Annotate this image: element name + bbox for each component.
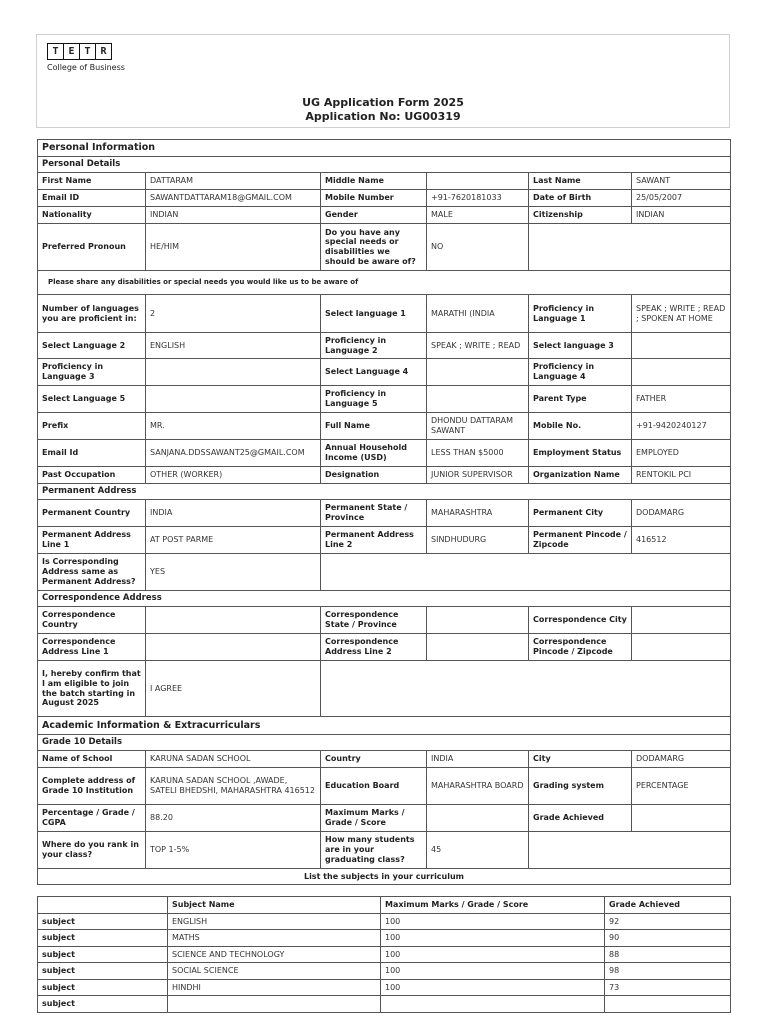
label-prof1: Proficiency in Language 1: [529, 295, 632, 333]
label-dob: Date of Birth: [529, 190, 632, 207]
label-citizenship: Citizenship: [529, 207, 632, 224]
label-same-address: Is Corresponding Address same as Permanent Address?: [38, 554, 146, 591]
logo-letter: E: [64, 43, 80, 60]
label-last-name: Last Name: [529, 173, 632, 190]
label-city: City: [529, 751, 632, 768]
label-prof4: Proficiency in Language 4: [529, 359, 632, 386]
label-num-languages: Number of languages you are proficient in:: [38, 295, 146, 333]
value-prof1: SPEAK ; WRITE ; READ ; SPOKEN AT HOME: [632, 295, 731, 333]
empty-cell: [529, 832, 731, 869]
table-row: [38, 947, 731, 963]
value-gender: MALE: [427, 207, 529, 224]
logo-letter: R: [96, 43, 112, 60]
label-middle-name: Middle Name: [321, 173, 427, 190]
label-grading: Grading system: [529, 768, 632, 805]
label-income: Annual Household Income (USD): [321, 440, 427, 467]
personal-info-table: [37, 139, 731, 885]
section-academic: Academic Information & Extracurriculars: [38, 717, 731, 735]
value-citizenship: INDIAN: [632, 207, 731, 224]
value-lang2: ENGLISH: [146, 333, 321, 359]
subsection-grade10: Grade 10 Details: [38, 735, 731, 751]
subject-grade: 92: [605, 914, 731, 930]
value-perm-city: DODAMARG: [632, 500, 731, 527]
value-perm-state: MAHARASHTRA: [427, 500, 529, 527]
label-lang2: Select Language 2: [38, 333, 146, 359]
value-prefix: MR.: [146, 413, 321, 440]
value-school: KARUNA SADAN SCHOOL: [146, 751, 321, 768]
label-corr-line2: Correspondence Address Line 2: [321, 634, 427, 661]
value-email-id: SANJANA.DDSSAWANT25@GMAIL.COM: [146, 440, 321, 467]
logo-letter: T: [80, 43, 96, 60]
label-prefix: Prefix: [38, 413, 146, 440]
label-perm-country: Permanent Country: [38, 500, 146, 527]
value-special-needs: NO: [427, 224, 529, 271]
subject-name: MATHS: [168, 930, 381, 947]
value-email: SAWANTDATTARAM18@GMAIL.COM: [146, 190, 321, 207]
label-perm-city: Permanent City: [529, 500, 632, 527]
subject-grade: 90: [605, 930, 731, 947]
label-special-needs: Do you have any special needs or disabilities we should be aware of?: [321, 224, 427, 271]
table-row: [38, 930, 731, 947]
application-number: Application No: UG00319: [305, 110, 461, 123]
label-perm-line1: Permanent Address Line 1: [38, 527, 146, 554]
label-lang5: Select Language 5: [38, 386, 146, 413]
subject-max-marks: 100: [381, 930, 605, 947]
label-mobile-no: Mobile No.: [529, 413, 632, 440]
value-dob: 25/05/2007: [632, 190, 731, 207]
section-personal: Personal Information: [38, 140, 731, 157]
value-corr-state: [427, 607, 529, 634]
value-confirm-eligibility: I AGREE: [146, 661, 321, 717]
subject-max-marks: [381, 996, 605, 1013]
value-middle-name: [427, 173, 529, 190]
label-lang4: Select Language 4: [321, 359, 427, 386]
label-mobile: Mobile Number: [321, 190, 427, 207]
value-corr-city: [632, 607, 731, 634]
logo-letter: T: [47, 43, 64, 60]
subject-grade: 88: [605, 947, 731, 963]
subject-label: subject: [38, 914, 168, 930]
value-max-marks: [427, 805, 529, 832]
value-prof3: [146, 359, 321, 386]
table-row: [38, 996, 731, 1013]
value-mobile-no: +91-9420240127: [632, 413, 731, 440]
value-pronoun: HE/HIM: [146, 224, 321, 271]
label-percentage: Percentage / Grade / CGPA: [38, 805, 146, 832]
subjects-table: [37, 896, 731, 1013]
value-perm-pin: 416512: [632, 527, 731, 554]
label-email-id: Email Id: [38, 440, 146, 467]
table-row: [38, 980, 731, 996]
label-employment: Employment Status: [529, 440, 632, 467]
label-lang3: Select language 3: [529, 333, 632, 359]
label-perm-pin: Permanent Pincode / Zipcode: [529, 527, 632, 554]
value-parent-type: FATHER: [632, 386, 731, 413]
value-corr-country: [146, 607, 321, 634]
empty-cell: [321, 661, 731, 717]
subject-max-marks: 100: [381, 980, 605, 996]
value-income: LESS THAN $5000: [427, 440, 529, 467]
value-perm-line1: AT POST PARME: [146, 527, 321, 554]
value-corr-pin: [632, 634, 731, 661]
value-same-address: YES: [146, 554, 321, 591]
label-org-name: Organization Name: [529, 467, 632, 484]
subject-name: ENGLISH: [168, 914, 381, 930]
subject-name: SCIENCE AND TECHNOLOGY: [168, 947, 381, 963]
value-prof5: [427, 386, 529, 413]
value-country: INDIA: [427, 751, 529, 768]
form-title: UG Application Form 2025: [302, 96, 464, 109]
subjects-header-cell: [38, 897, 168, 914]
value-corr-line2: [427, 634, 529, 661]
logo-subtitle: College of Business: [47, 63, 125, 72]
empty-cell: [529, 224, 731, 271]
value-designation: JUNIOR SUPERVISOR: [427, 467, 529, 484]
subjects-header-cell: Grade Achieved: [605, 897, 731, 914]
label-students: How many students are in your graduating class?: [321, 832, 427, 869]
subject-grade: [605, 996, 731, 1013]
value-perm-country: INDIA: [146, 500, 321, 527]
subject-name: HINDHI: [168, 980, 381, 996]
subject-max-marks: 100: [381, 963, 605, 980]
subsection-permanent-address: Permanent Address: [38, 484, 731, 500]
subject-name: [168, 996, 381, 1013]
label-prof5: Proficiency in Language 5: [321, 386, 427, 413]
disability-note: Please share any disabilities or special needs you would like us to be aware of: [38, 271, 731, 295]
label-corr-country: Correspondence Country: [38, 607, 146, 634]
subject-label: subject: [38, 930, 168, 947]
label-prof2: Proficiency in Language 2: [321, 333, 427, 359]
value-school-address: KARUNA SADAN SCHOOL ,AWADE, SATELI BHEDSHI, MAHARASHTRA 416512: [146, 768, 321, 805]
value-full-name: DHONDU DATTARAM SAWANT: [427, 413, 529, 440]
subject-name: SOCIAL SCIENCE: [168, 963, 381, 980]
subsection-correspondence-address: Correspondence Address: [38, 591, 731, 607]
value-employment: EMPLOYED: [632, 440, 731, 467]
value-past-occupation: OTHER (WORKER): [146, 467, 321, 484]
value-last-name: SAWANT: [632, 173, 731, 190]
value-prof2: SPEAK ; WRITE ; READ: [427, 333, 529, 359]
value-grade-achieved: [632, 805, 731, 832]
subsection-personal-details: Personal Details: [38, 157, 731, 173]
label-pronoun: Preferred Pronoun: [38, 224, 146, 271]
label-grade-achieved: Grade Achieved: [529, 805, 632, 832]
form-header: [36, 34, 730, 128]
value-lang5: [146, 386, 321, 413]
subject-max-marks: 100: [381, 947, 605, 963]
value-nationality: INDIAN: [146, 207, 321, 224]
label-first-name: First Name: [38, 173, 146, 190]
subject-label: subject: [38, 996, 168, 1013]
label-corr-pin: Correspondence Pincode / Zipcode: [529, 634, 632, 661]
label-parent-type: Parent Type: [529, 386, 632, 413]
value-corr-line1: [146, 634, 321, 661]
value-num-languages: 2: [146, 295, 321, 333]
label-past-occupation: Past Occupation: [38, 467, 146, 484]
label-corr-line1: Correspondence Address Line 1: [38, 634, 146, 661]
label-designation: Designation: [321, 467, 427, 484]
empty-cell: [321, 554, 731, 591]
subject-label: subject: [38, 980, 168, 996]
value-lang3: [632, 333, 731, 359]
value-board: MAHARASHTRA BOARD: [427, 768, 529, 805]
label-lang1: Select language 1: [321, 295, 427, 333]
label-corr-state: Correspondence State / Province: [321, 607, 427, 634]
subjects-header-cell: Maximum Marks / Grade / Score: [381, 897, 605, 914]
list-subjects-heading: List the subjects in your curriculum: [38, 869, 731, 885]
value-percentage: 88.20: [146, 805, 321, 832]
tetr-logo: [47, 43, 125, 72]
value-rank: TOP 1-5%: [146, 832, 321, 869]
label-nationality: Nationality: [38, 207, 146, 224]
value-students: 45: [427, 832, 529, 869]
value-lang4: [427, 359, 529, 386]
label-school-address: Complete address of Grade 10 Institution: [38, 768, 146, 805]
label-prof3: Proficiency in Language 3: [38, 359, 146, 386]
label-confirm-eligibility: I, hereby confirm that I am eligible to join the batch starting in August 2025: [38, 661, 146, 717]
value-grading: PERCENTAGE: [632, 768, 731, 805]
subject-grade: 98: [605, 963, 731, 980]
label-perm-line2: Permanent Address Line 2: [321, 527, 427, 554]
label-max-marks: Maximum Marks / Grade / Score: [321, 805, 427, 832]
value-city: DODAMARG: [632, 751, 731, 768]
subject-label: subject: [38, 947, 168, 963]
label-rank: Where do you rank in your class?: [38, 832, 146, 869]
label-country: Country: [321, 751, 427, 768]
label-perm-state: Permanent State / Province: [321, 500, 427, 527]
label-corr-city: Correspondence City: [529, 607, 632, 634]
subject-label: subject: [38, 963, 168, 980]
subject-grade: 73: [605, 980, 731, 996]
subject-max-marks: 100: [381, 914, 605, 930]
subjects-header-cell: Subject Name: [168, 897, 381, 914]
value-mobile: +91-7620181033: [427, 190, 529, 207]
table-row: [38, 963, 731, 980]
table-row: [38, 914, 731, 930]
label-email: Email ID: [38, 190, 146, 207]
value-first-name: DATTARAM: [146, 173, 321, 190]
label-full-name: Full Name: [321, 413, 427, 440]
label-gender: Gender: [321, 207, 427, 224]
value-org-name: RENTOKIL PCI: [632, 467, 731, 484]
label-school: Name of School: [38, 751, 146, 768]
label-board: Education Board: [321, 768, 427, 805]
value-perm-line2: SINDHUDURG: [427, 527, 529, 554]
value-prof4: [632, 359, 731, 386]
value-lang1: MARATHI (INDIA: [427, 295, 529, 333]
